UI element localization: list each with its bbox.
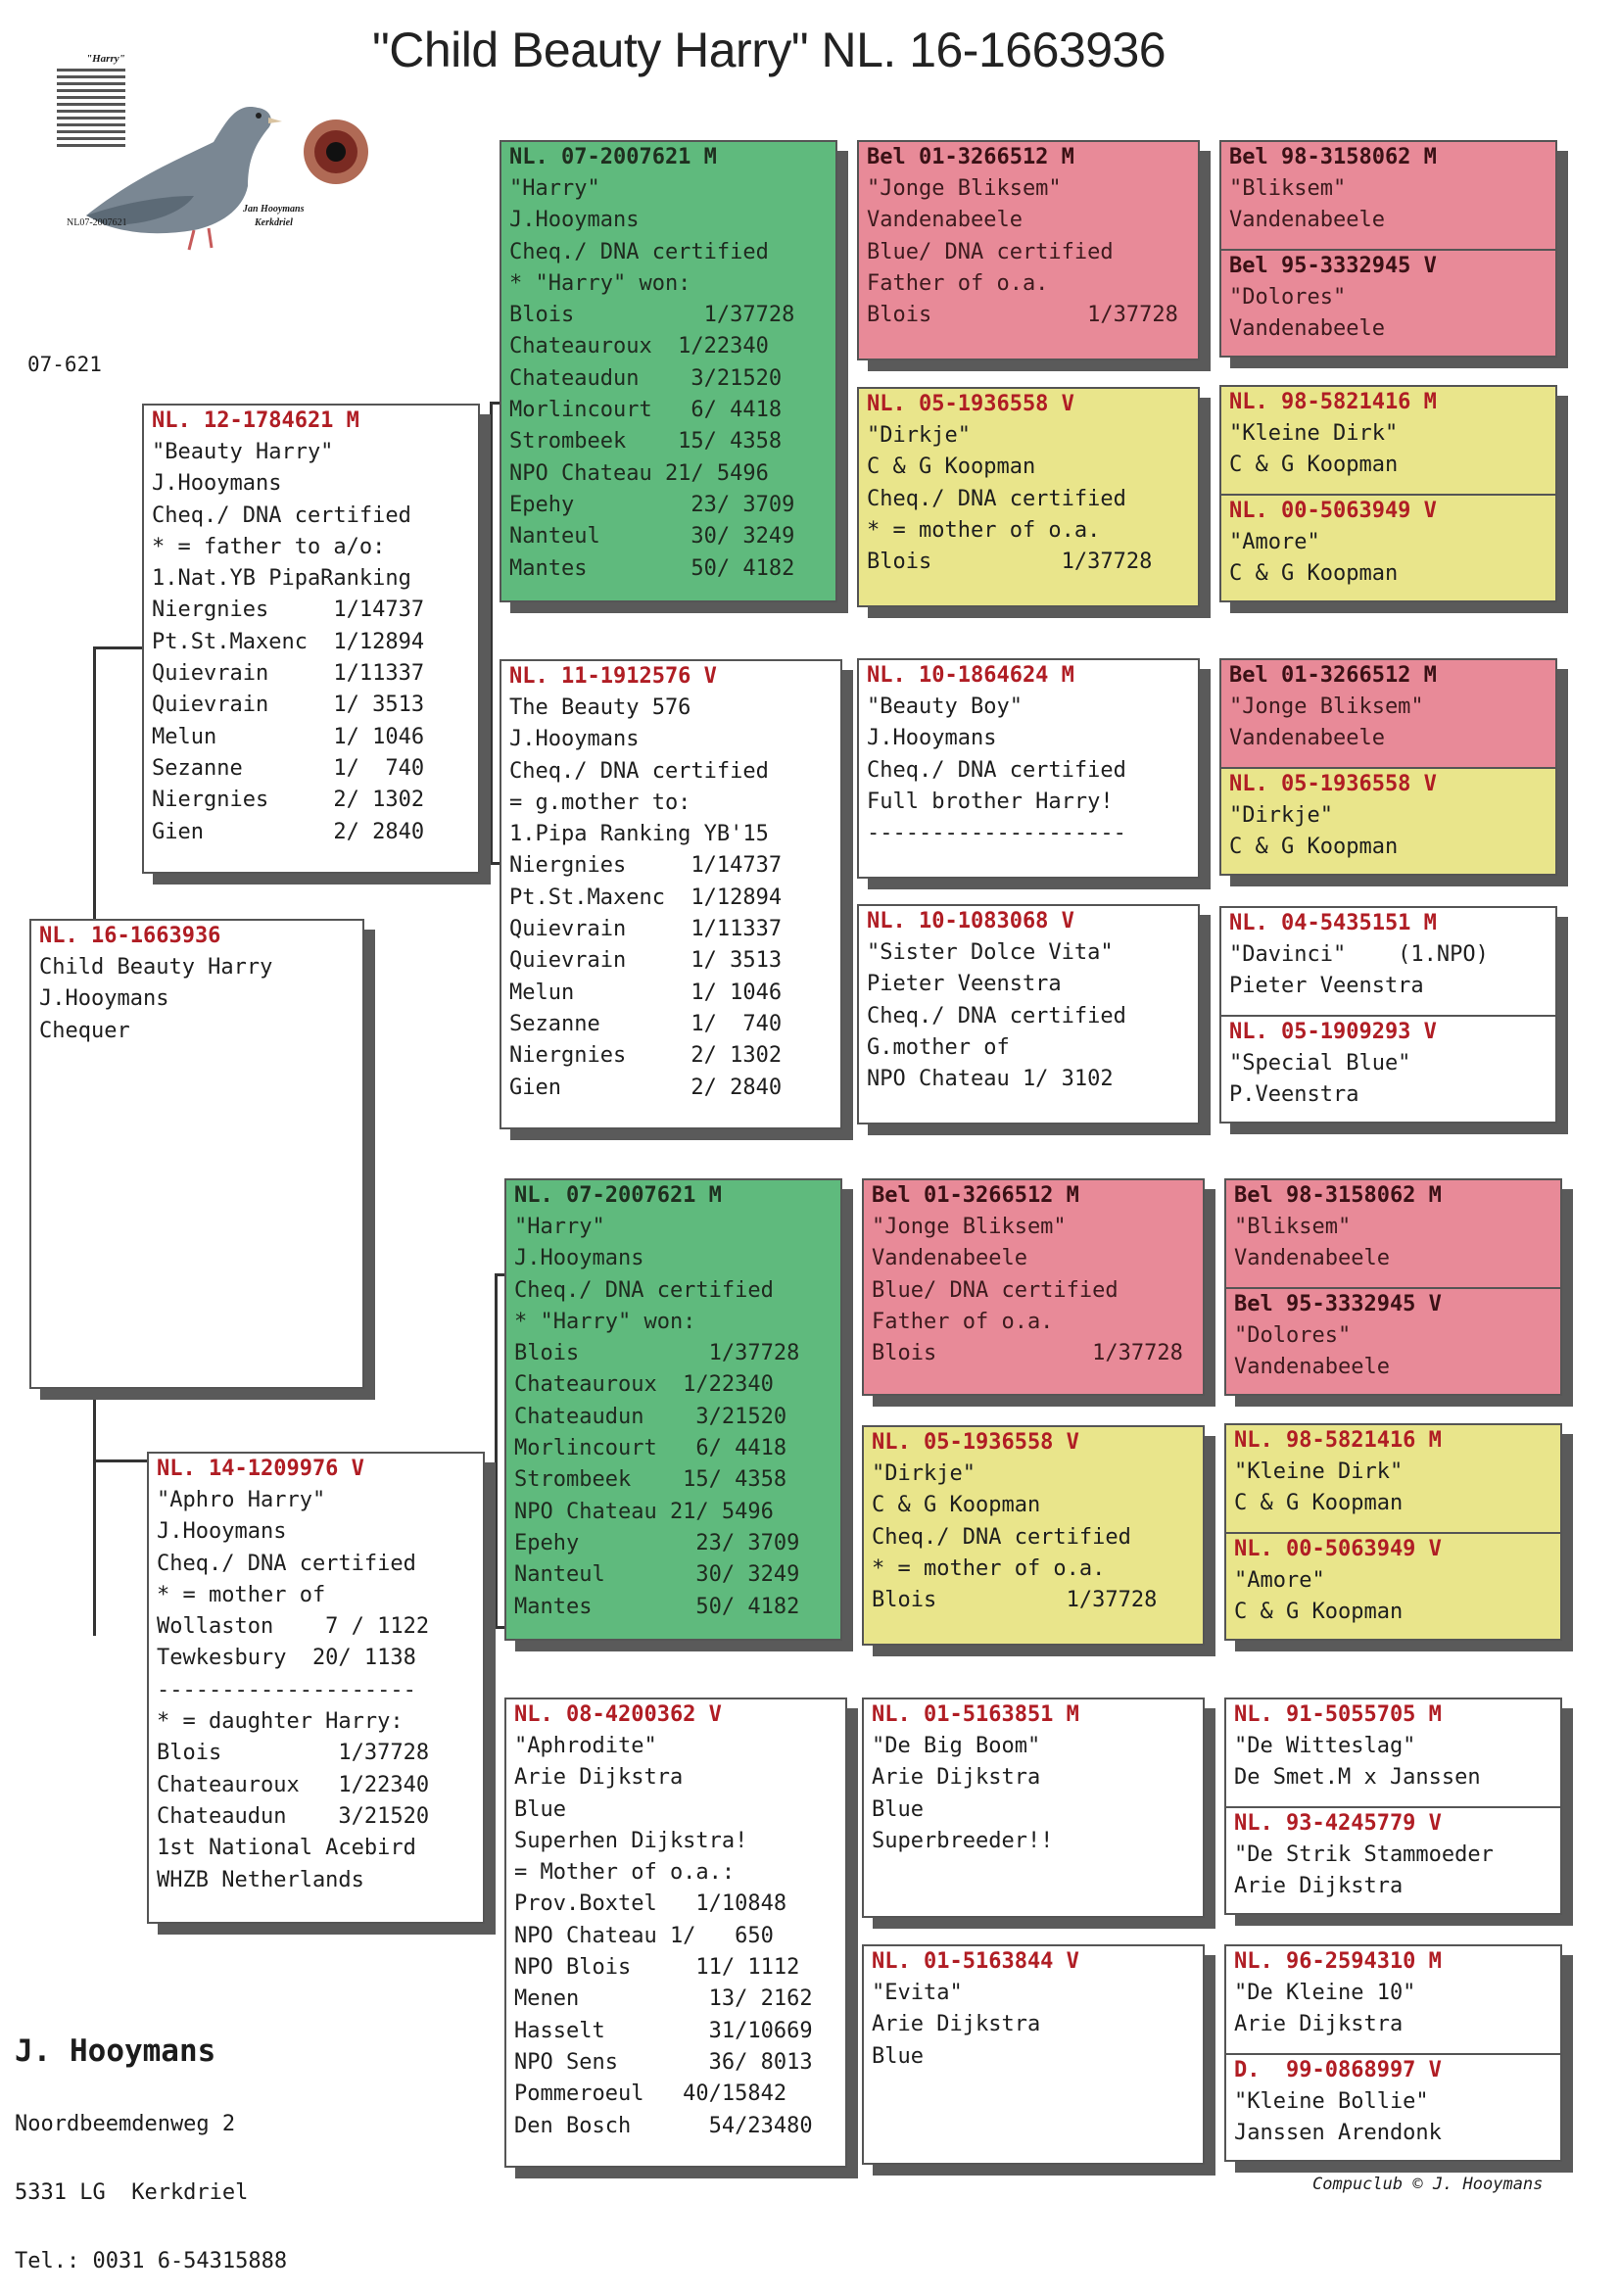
pedigree-line: Prov.Boxtel 1/10848 — [514, 1891, 787, 1917]
pedigree-line: Chateauroux 1/22340 — [509, 334, 769, 359]
pedigree-dss — [862, 1178, 1205, 1396]
pedigree-line: "Harry" — [509, 176, 600, 201]
pedigree-line: J.Hooymans — [514, 1246, 644, 1271]
pedigree-line: * = father to a/o: — [152, 534, 386, 559]
pair-top — [1226, 1946, 1560, 2053]
pedigree-line: Niergnies 1/14737 — [152, 598, 425, 623]
pair-bottom — [1221, 249, 1555, 356]
pedigree-line: Vandenabeele — [1229, 316, 1385, 342]
pedigree-line: Chateauroux 1/22340 — [157, 1772, 430, 1797]
pedigree-line: "Evita" — [872, 1981, 963, 2005]
pedigree-line: Gien 2/ 2840 — [509, 1075, 783, 1100]
pedigree-ddd — [862, 1944, 1205, 2165]
pedigree-line: "Bliksem" — [1229, 176, 1347, 201]
pigeon-photo-icon — [47, 49, 370, 264]
pedigree-line: Janssen Arendonk — [1234, 2121, 1442, 2146]
pedigree-line: Full brother Harry! — [867, 789, 1114, 814]
pair-top — [1221, 142, 1555, 249]
pedigree-line: Nanteul 30/ 3249 — [514, 1562, 800, 1588]
owner-phone: Tel.: 0031 6-54315888 — [15, 2249, 288, 2273]
pedigree-line: Cheq./ DNA certified — [157, 1551, 416, 1576]
pedigree-line: C & G Koopman — [1229, 835, 1399, 860]
ring-number: NL. 00-5063949 V — [1229, 499, 1437, 523]
pedigree-line: Cheq./ DNA certified — [152, 502, 411, 528]
ring-number: NL. 98-5821416 M — [1229, 390, 1437, 414]
ring-number: Bel 01-3266512 M — [872, 1183, 1079, 1208]
pair-top — [1221, 660, 1555, 767]
pedigree-line: J.Hooymans — [39, 986, 169, 1012]
pedigree-line: Pt.St.Maxenc 1/12894 — [152, 629, 425, 654]
pedigree-dsd — [862, 1425, 1205, 1646]
pedigree-line: Arie Dijkstra — [872, 2012, 1041, 2037]
pedigree-line: "Dirkje" — [872, 1461, 976, 1486]
pedigree-line: Chateaudun 3/21520 — [509, 365, 783, 391]
pedigree-line: Epehy 23/ 3709 — [514, 1530, 800, 1555]
ring-number: NL. 05-1936558 V — [1229, 772, 1437, 796]
ring-number: Bel 98-3158062 M — [1234, 1183, 1442, 1208]
page-title: "Child Beauty Harry" NL. 16-1663936 — [372, 23, 1167, 77]
pedigree-line: Child Beauty Harry — [39, 955, 273, 980]
pedigree-line: C & G Koopman — [867, 454, 1036, 480]
pedigree-line: Vandenabeele — [1234, 1355, 1390, 1380]
owner-street: Noordbeemdenweg 2 — [15, 2112, 236, 2136]
pedigree-pair-ddd — [1224, 1944, 1562, 2162]
pedigree-line: Quievrain 1/11337 — [509, 917, 783, 942]
ring-number: NL. 10-1083068 V — [867, 909, 1074, 933]
ring-number: NL. 07-2007621 M — [509, 145, 717, 169]
ring-number: NL. 14-1209976 V — [157, 1457, 364, 1481]
pedigree-line: Vandenabeele — [867, 208, 1023, 233]
pedigree-line: * "Harry" won: — [509, 270, 691, 296]
pedigree-line: NPO Chateau 1/ 650 — [514, 1923, 774, 1948]
pedigree-line: Mantes 50/ 4182 — [514, 1594, 800, 1619]
pedigree-line: Niergnies 2/ 1302 — [509, 1043, 783, 1069]
logo-owner-name: Jan Hooymans — [243, 204, 305, 215]
pedigree-line: Blue — [872, 1796, 924, 1822]
pedigree-line: "Dolores" — [1234, 1323, 1352, 1348]
pedigree-line: J.Hooymans — [157, 1519, 287, 1545]
pedigree-line: "Aphrodite" — [514, 1734, 657, 1758]
pedigree-line: "Aphro Harry" — [157, 1488, 326, 1512]
credit: Compuclub © J. Hooymans — [1312, 2175, 1544, 2194]
pedigree-line: Quievrain 1/11337 — [152, 661, 425, 687]
owner-postcode: 5331 LG Kerkdriel — [15, 2180, 249, 2205]
pedigree-line: "Dirkje" — [1229, 803, 1333, 828]
ring-number: NL. 07-2007621 M — [514, 1183, 722, 1208]
pedigree-line: "Kleine Dirk" — [1229, 421, 1399, 446]
pedigree-line: Vandenabeele — [872, 1246, 1027, 1271]
pair-bottom — [1226, 1287, 1560, 1394]
pedigree-dam-dam — [504, 1698, 847, 2168]
ring-number: NL. 05-1909293 V — [1229, 1020, 1437, 1044]
pedigree-line: Arie Dijkstra — [514, 1765, 684, 1791]
pedigree-line: Strombeek 15/ 4358 — [514, 1467, 787, 1493]
pedigree-sire — [142, 404, 480, 874]
pedigree-line: "Special Blue" — [1229, 1051, 1411, 1076]
pair-bottom — [1226, 2053, 1560, 2160]
pedigree-line: Menen 13/ 2162 — [514, 1986, 813, 2012]
pedigree-line: Vandenabeele — [1234, 1246, 1390, 1271]
pedigree-line: Cheq./ DNA certified — [867, 486, 1126, 511]
pedigree-line: Arie Dijkstra — [1234, 2012, 1404, 2037]
pedigree-line: "Jonge Bliksem" — [872, 1215, 1067, 1239]
pedigree-line: Blue — [514, 1796, 566, 1822]
pair-bottom — [1226, 1806, 1560, 1913]
ring-number: Bel 98-3158062 M — [1229, 145, 1437, 169]
pedigree-line: Father of o.a. — [872, 1309, 1054, 1334]
pedigree-pair-sds — [1219, 658, 1557, 876]
reference-code: 07-621 — [27, 353, 102, 376]
pedigree-line: Melun 1/ 1046 — [152, 724, 425, 749]
pedigree-line: C & G Koopman — [1234, 1600, 1404, 1625]
pedigree-sss — [857, 140, 1200, 360]
pedigree-line: Strombeek 15/ 4358 — [509, 429, 783, 454]
pedigree-pair-ssd — [1219, 385, 1557, 602]
pedigree-line: Cheq./ DNA certified — [514, 1277, 774, 1303]
pedigree-pair-dss — [1224, 1178, 1562, 1396]
pedigree-line: C & G Koopman — [872, 1493, 1041, 1518]
pedigree-line: Blois 1/37728 — [509, 303, 795, 328]
pedigree-line: NPO Chateau 21/ 5496 — [514, 1499, 774, 1524]
ring-number: NL. 98-5821416 M — [1234, 1428, 1442, 1453]
pair-top — [1226, 1425, 1560, 1532]
pedigree-line: Chateaudun 3/21520 — [157, 1803, 430, 1829]
ring-number: NL. 10-1864624 M — [867, 663, 1074, 688]
pedigree-line: "Dirkje" — [867, 423, 971, 448]
pedigree-line: The Beauty 576 — [509, 695, 691, 720]
pedigree-line: "De Witteslag" — [1234, 1734, 1416, 1758]
pedigree-line: C & G Koopman — [1234, 1491, 1404, 1516]
pedigree-line: Pieter Veenstra — [867, 972, 1062, 997]
ring-number: NL. 05-1936558 V — [872, 1430, 1079, 1455]
pedigree-line: Vandenabeele — [1229, 208, 1385, 233]
pedigree-line: Pommeroeul 40/15842 — [514, 2081, 787, 2107]
pedigree-line: NPO Chateau 1/ 3102 — [867, 1067, 1114, 1092]
pedigree-line: Blois 1/37728 — [514, 1341, 800, 1366]
pedigree-pair-sdd — [1219, 906, 1557, 1124]
pedigree-pair-dsd — [1224, 1423, 1562, 1641]
pedigree-line: "Jonge Bliksem" — [1229, 694, 1424, 719]
pedigree-line: Gien 2/ 2840 — [152, 819, 425, 844]
pedigree-line: Mantes 50/ 4182 — [509, 555, 795, 581]
pedigree-line: Blois 1/37728 — [867, 550, 1153, 575]
pedigree-line: * = mother of o.a. — [867, 517, 1101, 543]
pedigree-line: Chateaudun 3/21520 — [514, 1404, 787, 1429]
pair-bottom — [1221, 767, 1555, 874]
pedigree-line: "De Big Boom" — [872, 1734, 1041, 1758]
pedigree-line: = Mother of o.a.: — [514, 1860, 736, 1886]
pair-top — [1221, 387, 1555, 494]
ring-number: Bel 95-3332945 V — [1234, 1292, 1442, 1316]
pedigree-pair-dds — [1224, 1698, 1562, 1915]
pair-bottom — [1221, 494, 1555, 600]
pedigree-line: Blois 1/37728 — [157, 1741, 430, 1766]
pedigree-ssd — [857, 387, 1200, 607]
pedigree-line: Arie Dijkstra — [1234, 1874, 1404, 1899]
pedigree-line: NPO Chateau 21/ 5496 — [509, 460, 769, 486]
pedigree-sire-dam — [500, 659, 842, 1129]
ring-number: NL. 91-5055705 M — [1234, 1702, 1442, 1727]
pedigree-line: 1.Pipa Ranking YB'15 — [509, 822, 769, 847]
pedigree-line: J.Hooymans — [867, 726, 997, 751]
pedigree-line: Father of o.a. — [867, 270, 1049, 296]
pedigree-line: Niergnies 1/14737 — [509, 853, 783, 879]
pedigree-line: Blue — [872, 2043, 924, 2069]
pedigree-line: -------------------- — [157, 1677, 416, 1702]
pedigree-line: "Sister Dolce Vita" — [867, 940, 1114, 965]
pedigree-line: "De Kleine 10" — [1234, 1981, 1416, 2005]
ring-number: NL. 93-4245779 V — [1234, 1811, 1442, 1836]
pedigree-line: * = mother of o.a. — [872, 1555, 1106, 1581]
pedigree-line: "Beauty Harry" — [152, 440, 334, 464]
pedigree-line: "Beauty Boy" — [867, 694, 1023, 719]
owner-block — [15, 1993, 287, 2296]
pedigree-line: Quievrain 1/ 3513 — [152, 693, 425, 718]
pedigree-line: Pt.St.Maxenc 1/12894 — [509, 885, 783, 910]
pedigree-line: Morlincourt 6/ 4418 — [514, 1436, 787, 1461]
pedigree-line: Hasselt 31/10669 — [514, 2018, 813, 2043]
pedigree-sds — [857, 658, 1200, 879]
pedigree-dam-sire — [504, 1178, 842, 1641]
pedigree-line: Niergnies 2/ 1302 — [152, 788, 425, 813]
pedigree-line: C & G Koopman — [1229, 561, 1399, 587]
logo-ring: NL07-2007621 — [67, 217, 127, 228]
pedigree-line: "De Strik Stammoeder — [1234, 1842, 1494, 1867]
pair-bottom — [1221, 1015, 1555, 1122]
pedigree-dam — [147, 1452, 485, 1924]
ring-number: NL. 01-5163851 M — [872, 1702, 1079, 1727]
pedigree-line: Cheq./ DNA certified — [867, 1003, 1126, 1028]
pedigree-line: Pieter Veenstra — [1229, 974, 1424, 999]
logo-caption: "Harry" — [86, 53, 125, 65]
ring-number: NL. 00-5063949 V — [1234, 1537, 1442, 1561]
pedigree-line: Cheq./ DNA certified — [509, 758, 769, 784]
ring-number: Bel 01-3266512 M — [1229, 663, 1437, 688]
pedigree-line: Vandenabeele — [1229, 726, 1385, 751]
pedigree-line: "Jonge Bliksem" — [867, 176, 1062, 201]
pedigree-line: Chequer — [39, 1018, 130, 1043]
pedigree-subject — [29, 919, 364, 1389]
pedigree-line: Superhen Dijkstra! — [514, 1828, 748, 1853]
pedigree-line: = g.mother to: — [509, 789, 691, 815]
pedigree-line: Nanteul 30/ 3249 — [509, 524, 795, 550]
ring-number: NL. 05-1936558 V — [867, 392, 1074, 416]
pedigree-line: G.mother of — [867, 1034, 1010, 1060]
pedigree-line: Blue/ DNA certified — [872, 1277, 1119, 1303]
pedigree-line: Cheq./ DNA certified — [867, 757, 1126, 783]
pedigree-line: "Amore" — [1234, 1568, 1325, 1593]
pedigree-line: Den Bosch 54/23480 — [514, 2113, 813, 2138]
pedigree-line: "Harry" — [514, 1215, 605, 1239]
pair-top — [1226, 1180, 1560, 1287]
pedigree-line: Arie Dijkstra — [872, 1765, 1041, 1791]
ring-number: Bel 95-3332945 V — [1229, 254, 1437, 278]
pedigree-line: * = mother of — [157, 1582, 326, 1607]
pair-bottom — [1226, 1532, 1560, 1639]
pedigree-line: * = daughter Harry: — [157, 1709, 404, 1735]
pedigree-line: "Davinci" (1.NPO) — [1229, 942, 1489, 967]
pedigree-line: Blois 1/37728 — [867, 303, 1178, 328]
pedigree-line: "Kleine Dirk" — [1234, 1459, 1404, 1484]
pedigree-line: 1.Nat.YB PipaRanking — [152, 566, 411, 592]
ring-number: D. 99-0868997 V — [1234, 2058, 1442, 2082]
pedigree-line: "Dolores" — [1229, 285, 1347, 310]
logo-owner-place: Kerkdriel — [255, 217, 293, 228]
pedigree-pair-sss — [1219, 140, 1557, 358]
pedigree-line: "Bliksem" — [1234, 1215, 1352, 1239]
pedigree-line: Melun 1/ 1046 — [509, 980, 783, 1005]
pedigree-line: J.Hooymans — [152, 471, 282, 497]
pedigree-line: NPO Sens 36/ 8013 — [514, 2049, 813, 2075]
pedigree-line: Sezanne 1/ 740 — [509, 1011, 783, 1036]
pedigree-line: Blois 1/37728 — [872, 1341, 1183, 1366]
pedigree-line: Wollaston 7 / 1122 — [157, 1614, 430, 1640]
pedigree-line: Epehy 23/ 3709 — [509, 492, 795, 517]
pedigree-line: Quievrain 1/ 3513 — [509, 948, 783, 974]
ring-number: NL. 11-1912576 V — [509, 664, 717, 689]
pedigree-line: "Amore" — [1229, 530, 1320, 554]
pedigree-line: Cheq./ DNA certified — [509, 239, 769, 264]
pedigree-line: De Smet.M x Janssen — [1234, 1765, 1481, 1791]
ring-number: NL. 16-1663936 — [39, 924, 221, 948]
pedigree-line: WHZB Netherlands — [157, 1867, 364, 1892]
ring-number: Bel 01-3266512 M — [867, 145, 1074, 169]
pedigree-line: J.Hooymans — [509, 727, 640, 752]
pedigree-line: * "Harry" won: — [514, 1309, 696, 1334]
pigeon-logo — [47, 49, 370, 264]
pedigree-line: Superbreeder!! — [872, 1828, 1054, 1853]
pedigree-line: J.Hooymans — [509, 208, 640, 233]
pedigree-line: Blue/ DNA certified — [867, 239, 1114, 264]
pedigree-line: Cheq./ DNA certified — [872, 1524, 1131, 1550]
pedigree-line: Blois 1/37728 — [872, 1588, 1158, 1613]
pair-top — [1226, 1699, 1560, 1806]
ring-number: NL. 12-1784621 M — [152, 408, 359, 433]
pedigree-sdd — [857, 904, 1200, 1124]
pedigree-line: C & G Koopman — [1229, 453, 1399, 478]
pedigree-line: Chateauroux 1/22340 — [514, 1372, 774, 1398]
pedigree-sire-sire — [500, 140, 837, 602]
pedigree-line: P.Veenstra — [1229, 1082, 1359, 1108]
pedigree-line: Sezanne 1/ 740 — [152, 755, 425, 781]
pedigree-line: "Kleine Bollie" — [1234, 2089, 1429, 2114]
pedigree-line: Morlincourt 6/ 4418 — [509, 398, 783, 423]
pedigree-line: NPO Blois 11/ 1112 — [514, 1955, 800, 1981]
ring-number: NL. 04-5435151 M — [1229, 911, 1437, 935]
pedigree-line: -------------------- — [867, 821, 1126, 846]
ring-number: NL. 08-4200362 V — [514, 1702, 722, 1727]
pair-top — [1221, 908, 1555, 1015]
owner-name: J. Hooymans — [15, 2033, 216, 2069]
pedigree-line: Tewkesbury 20/ 1138 — [157, 1646, 416, 1671]
pedigree-line: 1st National Acebird — [157, 1836, 416, 1861]
pedigree-dds — [862, 1698, 1205, 1918]
ring-number: NL. 96-2594310 M — [1234, 1949, 1442, 1974]
ring-number: NL. 01-5163844 V — [872, 1949, 1079, 1974]
